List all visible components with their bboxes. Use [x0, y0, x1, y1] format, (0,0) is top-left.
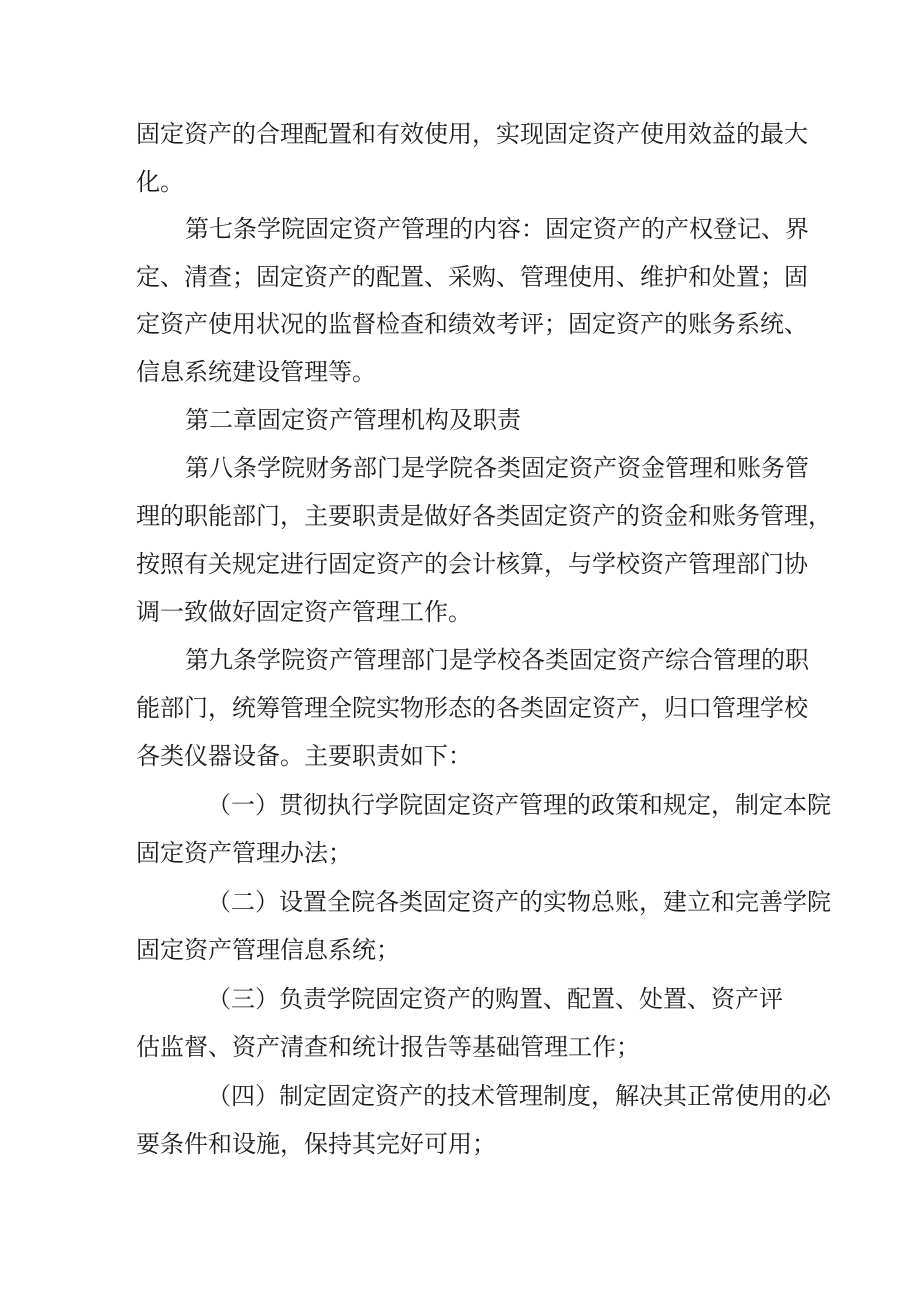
- text-line: 调一致做好固定资产管理工作。: [136, 598, 472, 626]
- text-line: 固定资产管理办法；: [136, 839, 352, 867]
- chapter-heading: 第二章固定资产管理机构及职责: [185, 406, 521, 434]
- text-line: 能部门，统筹管理全院实物形态的各类固定资产，归口管理学校: [136, 694, 808, 722]
- text-line: 估监督、资产清查和统计报告等基础管理工作；: [136, 1033, 640, 1061]
- text-line: 要条件和设施，保持其完好可用；: [136, 1130, 496, 1158]
- list-item: （一）贯彻执行学院固定资产管理的政策和规定，制定本院: [207, 791, 831, 819]
- text-line: 按照有关规定进行固定资产的会计核算，与学校资产管理部门协: [136, 550, 808, 578]
- text-line: 信息系统建设管理等。: [136, 358, 376, 386]
- list-item: （二）设置全院各类固定资产的实物总账，建立和完善学院: [207, 888, 831, 916]
- text-line: 第九条学院资产管理部门是学校各类固定资产综合管理的职: [185, 646, 809, 674]
- text-line: 定、清查；固定资产的配置、采购、管理使用、维护和处置；固: [136, 263, 808, 291]
- list-item: （三）负责学院固定资产的购置、配置、处置、资产评: [207, 985, 783, 1013]
- text-line: 各类仪器设备。主要职责如下：: [136, 742, 472, 770]
- list-item: （四）制定固定资产的技术管理制度，解决其正常使用的必: [207, 1082, 831, 1110]
- text-line: 第七条学院固定资产管理的内容：固定资产的产权登记、界: [185, 215, 809, 243]
- text-line: 第八条学院财务部门是学院各类固定资产资金管理和账务管: [185, 454, 809, 482]
- text-line: 理的职能部门，主要职责是做好各类固定资产的资金和账务管理，: [136, 502, 832, 530]
- text-line: 化。: [136, 168, 184, 196]
- text-line: 固定资产管理信息系统；: [136, 936, 400, 964]
- text-line: 定资产使用状况的监督检查和绩效考评；固定资产的账务系统、: [136, 310, 808, 338]
- text-line: 固定资产的合理配置和有效使用，实现固定资产使用效益的最大: [136, 120, 808, 148]
